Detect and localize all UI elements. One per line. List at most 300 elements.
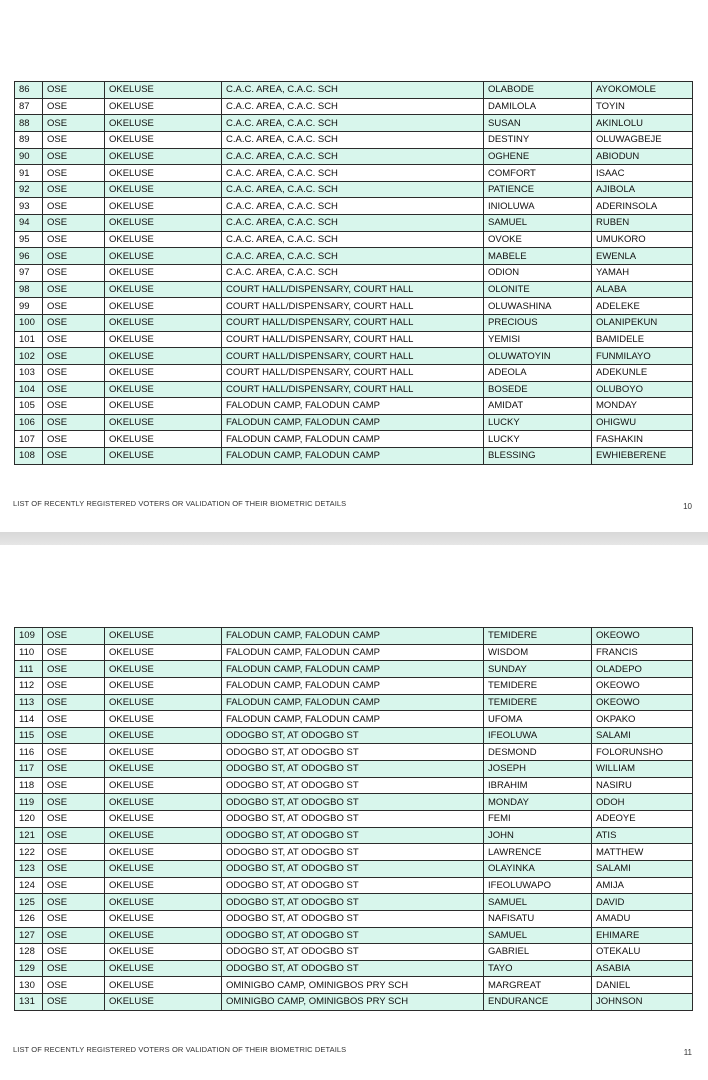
ward-cell: OKELUSE <box>105 811 222 828</box>
first-name-cell: COMFORT <box>484 165 592 182</box>
first-name-cell: LUCKY <box>484 431 592 448</box>
ward-cell: OKELUSE <box>105 628 222 645</box>
table-row <box>15 265 693 282</box>
table-row <box>15 165 693 182</box>
polling-unit-cell: OMINIGBO CAMP, OMINIGBOS PRY SCH <box>222 994 484 1011</box>
table-row <box>15 860 693 877</box>
lga-cell: OSE <box>43 414 105 431</box>
surname-cell: AKINLOLU <box>592 115 693 132</box>
polling-unit-cell: C.A.C. AREA, C.A.C. SCH <box>222 198 484 215</box>
first-name-cell: OLUWATOYIN <box>484 348 592 365</box>
surname-cell: OLADEPO <box>592 661 693 678</box>
ward-cell: OKELUSE <box>105 281 222 298</box>
polling-unit-cell: FALODUN CAMP, FALODUN CAMP <box>222 448 484 465</box>
table-row <box>15 215 693 232</box>
table-row <box>15 960 693 977</box>
row-number-cell: 97 <box>15 265 43 282</box>
first-name-cell: ADEOLA <box>484 364 592 381</box>
surname-cell: ATIS <box>592 827 693 844</box>
surname-cell: JOHNSON <box>592 994 693 1011</box>
table-row <box>15 761 693 778</box>
first-name-cell: LUCKY <box>484 414 592 431</box>
row-number-cell: 94 <box>15 215 43 232</box>
first-name-cell: TAYO <box>484 960 592 977</box>
row-number-cell: 93 <box>15 198 43 215</box>
polling-unit-cell: FALODUN CAMP, FALODUN CAMP <box>222 628 484 645</box>
first-name-cell: OVOKE <box>484 231 592 248</box>
lga-cell: OSE <box>43 331 105 348</box>
surname-cell: OHIGWU <box>592 414 693 431</box>
surname-cell: DAVID <box>592 894 693 911</box>
page-divider <box>0 532 708 545</box>
first-name-cell: JOHN <box>484 827 592 844</box>
lga-cell: OSE <box>43 811 105 828</box>
table-row <box>15 248 693 265</box>
first-name-cell: OLONITE <box>484 281 592 298</box>
lga-cell: OSE <box>43 115 105 132</box>
first-name-cell: MONDAY <box>484 794 592 811</box>
table-row <box>15 694 693 711</box>
lga-cell: OSE <box>43 894 105 911</box>
lga-cell: OSE <box>43 694 105 711</box>
polling-unit-cell: ODOGBO ST, AT ODOGBO ST <box>222 894 484 911</box>
surname-cell: ADEOYE <box>592 811 693 828</box>
polling-unit-cell: FALODUN CAMP, FALODUN CAMP <box>222 694 484 711</box>
surname-cell: SALAMI <box>592 727 693 744</box>
surname-cell: OLUWAGBEJE <box>592 131 693 148</box>
row-number-cell: 131 <box>15 994 43 1011</box>
row-number-cell: 99 <box>15 298 43 315</box>
first-name-cell: SAMUEL <box>484 927 592 944</box>
ward-cell: OKELUSE <box>105 677 222 694</box>
first-name-cell: DESTINY <box>484 131 592 148</box>
lga-cell: OSE <box>43 744 105 761</box>
ward-cell: OKELUSE <box>105 398 222 415</box>
first-name-cell: SAMUEL <box>484 894 592 911</box>
surname-cell: ISAAC <box>592 165 693 182</box>
lga-cell: OSE <box>43 777 105 794</box>
lga-cell: OSE <box>43 148 105 165</box>
ward-cell: OKELUSE <box>105 960 222 977</box>
row-number-cell: 88 <box>15 115 43 132</box>
lga-cell: OSE <box>43 314 105 331</box>
lga-cell: OSE <box>43 248 105 265</box>
surname-cell: OKPAKO <box>592 711 693 728</box>
surname-cell: OKEOWO <box>592 677 693 694</box>
first-name-cell: ENDURANCE <box>484 994 592 1011</box>
lga-cell: OSE <box>43 381 105 398</box>
row-number-cell: 118 <box>15 777 43 794</box>
table-row <box>15 131 693 148</box>
ward-cell: OKELUSE <box>105 794 222 811</box>
lga-cell: OSE <box>43 677 105 694</box>
lga-cell: OSE <box>43 348 105 365</box>
document-page-11 <box>0 545 708 1080</box>
surname-cell: ASABIA <box>592 960 693 977</box>
ward-cell: OKELUSE <box>105 314 222 331</box>
lga-cell: OSE <box>43 944 105 961</box>
polling-unit-cell: OMINIGBO CAMP, OMINIGBOS PRY SCH <box>222 977 484 994</box>
ward-cell: OKELUSE <box>105 944 222 961</box>
row-number-cell: 111 <box>15 661 43 678</box>
footer-title: LIST OF RECENTLY REGISTERED VOTERS OR VALIDATION OF THEIR BIOMETRIC DETAILS <box>13 499 347 508</box>
lga-cell: OSE <box>43 727 105 744</box>
row-number-cell: 86 <box>15 82 43 99</box>
first-name-cell: SUSAN <box>484 115 592 132</box>
lga-cell: OSE <box>43 977 105 994</box>
row-number-cell: 108 <box>15 448 43 465</box>
ward-cell: OKELUSE <box>105 894 222 911</box>
row-number-cell: 129 <box>15 960 43 977</box>
ward-cell: OKELUSE <box>105 165 222 182</box>
polling-unit-cell: C.A.C. AREA, C.A.C. SCH <box>222 181 484 198</box>
ward-cell: OKELUSE <box>105 827 222 844</box>
polling-unit-cell: COURT HALL/DISPENSARY, COURT HALL <box>222 281 484 298</box>
ward-cell: OKELUSE <box>105 248 222 265</box>
surname-cell: MONDAY <box>592 398 693 415</box>
polling-unit-cell: COURT HALL/DISPENSARY, COURT HALL <box>222 364 484 381</box>
row-number-cell: 106 <box>15 414 43 431</box>
polling-unit-cell: FALODUN CAMP, FALODUN CAMP <box>222 661 484 678</box>
row-number-cell: 125 <box>15 894 43 911</box>
polling-unit-cell: COURT HALL/DISPENSARY, COURT HALL <box>222 314 484 331</box>
surname-cell: ALABA <box>592 281 693 298</box>
surname-cell: EHIMARE <box>592 927 693 944</box>
ward-cell: OKELUSE <box>105 777 222 794</box>
polling-unit-cell: C.A.C. AREA, C.A.C. SCH <box>222 215 484 232</box>
row-number-cell: 90 <box>15 148 43 165</box>
row-number-cell: 107 <box>15 431 43 448</box>
page-number: 11 <box>683 1048 692 1057</box>
surname-cell: FASHAKIN <box>592 431 693 448</box>
table-row <box>15 944 693 961</box>
surname-cell: YAMAH <box>592 265 693 282</box>
polling-unit-cell: C.A.C. AREA, C.A.C. SCH <box>222 115 484 132</box>
table-row <box>15 281 693 298</box>
lga-cell: OSE <box>43 910 105 927</box>
ward-cell: OKELUSE <box>105 414 222 431</box>
table-row <box>15 811 693 828</box>
polling-unit-cell: ODOGBO ST, AT ODOGBO ST <box>222 944 484 961</box>
voter-table-body <box>15 82 693 465</box>
table-row <box>15 661 693 678</box>
table-row <box>15 98 693 115</box>
ward-cell: OKELUSE <box>105 661 222 678</box>
surname-cell: TOYIN <box>592 98 693 115</box>
first-name-cell: SUNDAY <box>484 661 592 678</box>
row-number-cell: 95 <box>15 231 43 248</box>
surname-cell: EWENLA <box>592 248 693 265</box>
row-number-cell: 123 <box>15 860 43 877</box>
polling-unit-cell: COURT HALL/DISPENSARY, COURT HALL <box>222 298 484 315</box>
lga-cell: OSE <box>43 794 105 811</box>
row-number-cell: 89 <box>15 131 43 148</box>
lga-cell: OSE <box>43 844 105 861</box>
table-row <box>15 298 693 315</box>
polling-unit-cell: ODOGBO ST, AT ODOGBO ST <box>222 827 484 844</box>
lga-cell: OSE <box>43 761 105 778</box>
table-row <box>15 711 693 728</box>
polling-unit-cell: ODOGBO ST, AT ODOGBO ST <box>222 761 484 778</box>
table-row <box>15 398 693 415</box>
lga-cell: OSE <box>43 448 105 465</box>
row-number-cell: 87 <box>15 98 43 115</box>
surname-cell: MATTHEW <box>592 844 693 861</box>
polling-unit-cell: ODOGBO ST, AT ODOGBO ST <box>222 811 484 828</box>
first-name-cell: MARGREAT <box>484 977 592 994</box>
ward-cell: OKELUSE <box>105 181 222 198</box>
surname-cell: OKEOWO <box>592 628 693 645</box>
voter-table <box>14 81 693 465</box>
lga-cell: OSE <box>43 281 105 298</box>
polling-unit-cell: C.A.C. AREA, C.A.C. SCH <box>222 98 484 115</box>
ward-cell: OKELUSE <box>105 977 222 994</box>
first-name-cell: FEMI <box>484 811 592 828</box>
polling-unit-cell: C.A.C. AREA, C.A.C. SCH <box>222 131 484 148</box>
polling-unit-cell: ODOGBO ST, AT ODOGBO ST <box>222 744 484 761</box>
first-name-cell: IFEOLUWAPO <box>484 877 592 894</box>
polling-unit-cell: ODOGBO ST, AT ODOGBO ST <box>222 794 484 811</box>
surname-cell: ODOH <box>592 794 693 811</box>
first-name-cell: MABELE <box>484 248 592 265</box>
lga-cell: OSE <box>43 628 105 645</box>
lga-cell: OSE <box>43 711 105 728</box>
row-number-cell: 128 <box>15 944 43 961</box>
lga-cell: OSE <box>43 198 105 215</box>
surname-cell: NASIRU <box>592 777 693 794</box>
lga-cell: OSE <box>43 82 105 99</box>
surname-cell: AYOKOMOLE <box>592 82 693 99</box>
first-name-cell: OLUWASHINA <box>484 298 592 315</box>
lga-cell: OSE <box>43 131 105 148</box>
row-number-cell: 126 <box>15 910 43 927</box>
ward-cell: OKELUSE <box>105 298 222 315</box>
surname-cell: ABIODUN <box>592 148 693 165</box>
surname-cell: FUNMILAYO <box>592 348 693 365</box>
surname-cell: UMUKORO <box>592 231 693 248</box>
table-row <box>15 744 693 761</box>
row-number-cell: 130 <box>15 977 43 994</box>
lga-cell: OSE <box>43 398 105 415</box>
polling-unit-cell: C.A.C. AREA, C.A.C. SCH <box>222 265 484 282</box>
ward-cell: OKELUSE <box>105 82 222 99</box>
surname-cell: OLUBOYO <box>592 381 693 398</box>
row-number-cell: 101 <box>15 331 43 348</box>
ward-cell: OKELUSE <box>105 744 222 761</box>
ward-cell: OKELUSE <box>105 198 222 215</box>
ward-cell: OKELUSE <box>105 877 222 894</box>
polling-unit-cell: C.A.C. AREA, C.A.C. SCH <box>222 165 484 182</box>
polling-unit-cell: ODOGBO ST, AT ODOGBO ST <box>222 844 484 861</box>
surname-cell: DANIEL <box>592 977 693 994</box>
table-row <box>15 431 693 448</box>
ward-cell: OKELUSE <box>105 115 222 132</box>
polling-unit-cell: ODOGBO ST, AT ODOGBO ST <box>222 877 484 894</box>
first-name-cell: AMIDAT <box>484 398 592 415</box>
lga-cell: OSE <box>43 994 105 1011</box>
polling-unit-cell: FALODUN CAMP, FALODUN CAMP <box>222 677 484 694</box>
table-row <box>15 314 693 331</box>
row-number-cell: 98 <box>15 281 43 298</box>
surname-cell: OTEKALU <box>592 944 693 961</box>
surname-cell: FOLORUNSHO <box>592 744 693 761</box>
surname-cell: OKEOWO <box>592 694 693 711</box>
polling-unit-cell: COURT HALL/DISPENSARY, COURT HALL <box>222 331 484 348</box>
ward-cell: OKELUSE <box>105 448 222 465</box>
table-row <box>15 877 693 894</box>
row-number-cell: 121 <box>15 827 43 844</box>
row-number-cell: 100 <box>15 314 43 331</box>
ward-cell: OKELUSE <box>105 231 222 248</box>
row-number-cell: 102 <box>15 348 43 365</box>
table-row <box>15 628 693 645</box>
footer-title: LIST OF RECENTLY REGISTERED VOTERS OR VALIDATION OF THEIR BIOMETRIC DETAILS <box>13 1045 347 1054</box>
surname-cell: ADELEKE <box>592 298 693 315</box>
first-name-cell: PRECIOUS <box>484 314 592 331</box>
table-row <box>15 644 693 661</box>
row-number-cell: 116 <box>15 744 43 761</box>
polling-unit-cell: ODOGBO ST, AT ODOGBO ST <box>222 960 484 977</box>
lga-cell: OSE <box>43 165 105 182</box>
polling-unit-cell: FALODUN CAMP, FALODUN CAMP <box>222 711 484 728</box>
row-number-cell: 117 <box>15 761 43 778</box>
surname-cell: EWHIEBERENE <box>592 448 693 465</box>
row-number-cell: 115 <box>15 727 43 744</box>
first-name-cell: LAWRENCE <box>484 844 592 861</box>
lga-cell: OSE <box>43 927 105 944</box>
first-name-cell: DAMILOLA <box>484 98 592 115</box>
table-row <box>15 827 693 844</box>
surname-cell: AJIBOLA <box>592 181 693 198</box>
ward-cell: OKELUSE <box>105 98 222 115</box>
table-row <box>15 910 693 927</box>
ward-cell: OKELUSE <box>105 994 222 1011</box>
first-name-cell: TEMIDERE <box>484 628 592 645</box>
table-row <box>15 777 693 794</box>
lga-cell: OSE <box>43 231 105 248</box>
first-name-cell: BOSEDE <box>484 381 592 398</box>
ward-cell: OKELUSE <box>105 644 222 661</box>
table-row <box>15 994 693 1011</box>
lga-cell: OSE <box>43 661 105 678</box>
row-number-cell: 105 <box>15 398 43 415</box>
lga-cell: OSE <box>43 644 105 661</box>
table-row <box>15 82 693 99</box>
voter-table <box>14 627 693 1011</box>
ward-cell: OKELUSE <box>105 727 222 744</box>
row-number-cell: 124 <box>15 877 43 894</box>
lga-cell: OSE <box>43 827 105 844</box>
lga-cell: OSE <box>43 298 105 315</box>
surname-cell: AMADU <box>592 910 693 927</box>
table-row <box>15 894 693 911</box>
first-name-cell: SAMUEL <box>484 215 592 232</box>
surname-cell: WILLIAM <box>592 761 693 778</box>
first-name-cell: JOSEPH <box>484 761 592 778</box>
lga-cell: OSE <box>43 265 105 282</box>
surname-cell: ADEKUNLE <box>592 364 693 381</box>
surname-cell: ADERINSOLA <box>592 198 693 215</box>
polling-unit-cell: FALODUN CAMP, FALODUN CAMP <box>222 431 484 448</box>
table-row <box>15 727 693 744</box>
page-number: 10 <box>683 502 692 511</box>
surname-cell: FRANCIS <box>592 644 693 661</box>
surname-cell: AMIJA <box>592 877 693 894</box>
row-number-cell: 110 <box>15 644 43 661</box>
lga-cell: OSE <box>43 860 105 877</box>
lga-cell: OSE <box>43 364 105 381</box>
table-row <box>15 977 693 994</box>
row-number-cell: 120 <box>15 811 43 828</box>
table-row <box>15 414 693 431</box>
row-number-cell: 113 <box>15 694 43 711</box>
ward-cell: OKELUSE <box>105 364 222 381</box>
ward-cell: OKELUSE <box>105 711 222 728</box>
polling-unit-cell: ODOGBO ST, AT ODOGBO ST <box>222 777 484 794</box>
row-number-cell: 122 <box>15 844 43 861</box>
lga-cell: OSE <box>43 181 105 198</box>
ward-cell: OKELUSE <box>105 927 222 944</box>
polling-unit-cell: COURT HALL/DISPENSARY, COURT HALL <box>222 381 484 398</box>
first-name-cell: YEMISI <box>484 331 592 348</box>
lga-cell: OSE <box>43 98 105 115</box>
ward-cell: OKELUSE <box>105 860 222 877</box>
first-name-cell: BLESSING <box>484 448 592 465</box>
first-name-cell: IFEOLUWA <box>484 727 592 744</box>
row-number-cell: 119 <box>15 794 43 811</box>
lga-cell: OSE <box>43 431 105 448</box>
table-row <box>15 677 693 694</box>
row-number-cell: 109 <box>15 628 43 645</box>
row-number-cell: 96 <box>15 248 43 265</box>
ward-cell: OKELUSE <box>105 910 222 927</box>
surname-cell: RUBEN <box>592 215 693 232</box>
polling-unit-cell: ODOGBO ST, AT ODOGBO ST <box>222 860 484 877</box>
table-row <box>15 148 693 165</box>
table-row <box>15 331 693 348</box>
table-row <box>15 231 693 248</box>
document-page-10 <box>0 0 708 532</box>
first-name-cell: UFOMA <box>484 711 592 728</box>
polling-unit-cell: FALODUN CAMP, FALODUN CAMP <box>222 414 484 431</box>
row-number-cell: 127 <box>15 927 43 944</box>
row-number-cell: 104 <box>15 381 43 398</box>
ward-cell: OKELUSE <box>105 381 222 398</box>
ward-cell: OKELUSE <box>105 761 222 778</box>
polling-unit-cell: FALODUN CAMP, FALODUN CAMP <box>222 644 484 661</box>
table-row <box>15 927 693 944</box>
first-name-cell: WISDOM <box>484 644 592 661</box>
ward-cell: OKELUSE <box>105 265 222 282</box>
polling-unit-cell: ODOGBO ST, AT ODOGBO ST <box>222 727 484 744</box>
polling-unit-cell: ODOGBO ST, AT ODOGBO ST <box>222 927 484 944</box>
polling-unit-cell: ODOGBO ST, AT ODOGBO ST <box>222 910 484 927</box>
polling-unit-cell: C.A.C. AREA, C.A.C. SCH <box>222 248 484 265</box>
table-row <box>15 448 693 465</box>
ward-cell: OKELUSE <box>105 431 222 448</box>
table-row <box>15 381 693 398</box>
lga-cell: OSE <box>43 215 105 232</box>
first-name-cell: DESMOND <box>484 744 592 761</box>
row-number-cell: 92 <box>15 181 43 198</box>
polling-unit-cell: COURT HALL/DISPENSARY, COURT HALL <box>222 348 484 365</box>
table-row <box>15 348 693 365</box>
table-row <box>15 181 693 198</box>
table-row <box>15 115 693 132</box>
ward-cell: OKELUSE <box>105 331 222 348</box>
surname-cell: OLANIPEKUN <box>592 314 693 331</box>
first-name-cell: TEMIDERE <box>484 677 592 694</box>
